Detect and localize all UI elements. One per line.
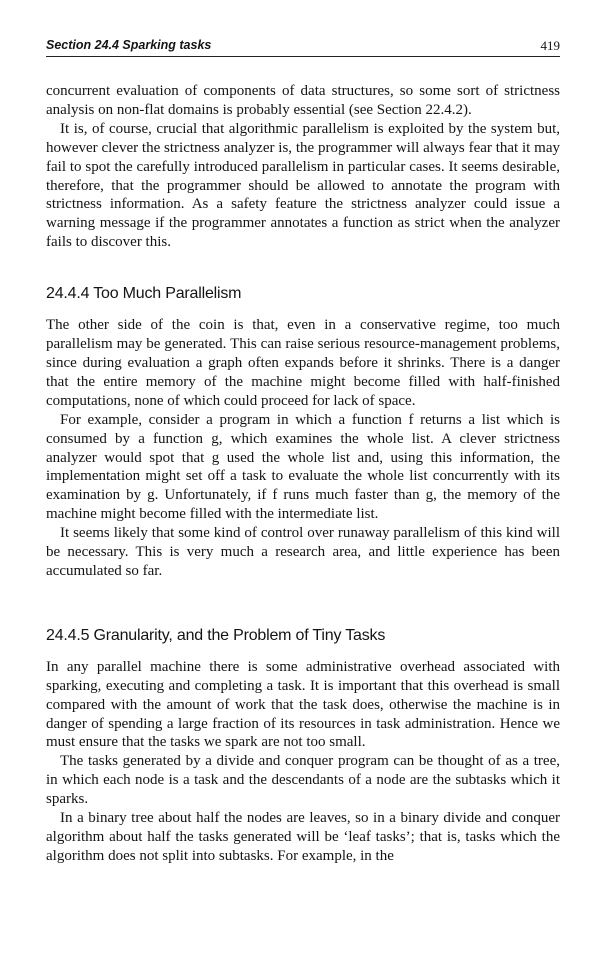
paragraph: In a binary tree about half the nodes are leaves, so in a binary divide and conquer algorithm about half the tasks generated will be ‘leaf tasks’; that is, tasks which the algorithm does not split into subtasks. For example, in the xyxy=(46,810,560,864)
section-heading-too-much-parallelism: 24.4.4 Too Much Parallelism xyxy=(46,285,242,303)
paragraph: The other side of the coin is that, even in a conservative regime, too much parallelism may be generated. This can raise serious resource-management problems, since during evaluation a graph often expands before it shrinks. There is a danger that the entire memory of the machine might become filled with half-finished computations, none of which could proceed for lack of space. xyxy=(46,317,560,409)
paragraph: It is, of course, crucial that algorithmic parallelism is exploited by the system but, however clever the strictness analyzer is, the programmer will always fear that it may fail to spot the carefully introduced parallelism in particular cases. It seems desirable, therefore, that the programmer should be allowed to annotate the program with strictness information. As a safety feature the strictness analyzer could issue a warning message if the programmer annotates a function as strict when the analyzer fails to discover this. xyxy=(46,120,560,251)
body-text xyxy=(46,82,560,866)
paragraph: In any parallel machine there is some administrative overhead associated with sparking, executing and completing a task. It is important that this overhead is small compared with the amount of work that the task does, otherwise the machine is in danger of spending a large fraction of its resources in task administration. Hence we must ensure that the tasks we spark are not too small. xyxy=(46,658,560,751)
paragraph: concurrent evaluation of components of data structures, so some sort of strictness analysis on non-flat domains is probably essential (see Section 22.4.2). xyxy=(46,83,560,118)
paragraph: For example, consider a program in which a function f returns a list which is consumed by a function g, which examines the whole list. A clever strictness analyzer would spot that g used the whole list and, using this information, the implementation might set off a task to evaluate the whole list concurrently with its examination by g. Unfortunately, if f runs much faster than g, the memory of the machine might become filled with the intermediate list. xyxy=(46,411,560,523)
page-number: 419 xyxy=(540,38,560,53)
paragraph: The tasks generated by a divide and conquer program can be thought of as a tree, in which each node is a task and the descendants of a node are the subtasks which it sparks. xyxy=(46,753,560,808)
running-head xyxy=(46,34,560,57)
section-heading-granularity: 24.4.5 Granularity, and the Problem of Tiny Tasks xyxy=(46,626,386,644)
paragraph: It seems likely that some kind of control over runaway parallelism of this kind will be necessary. This is very much a research area, and little experience has been accumulated so far. xyxy=(46,525,560,579)
section-title: Section 24.4 Sparking tasks xyxy=(46,38,212,52)
